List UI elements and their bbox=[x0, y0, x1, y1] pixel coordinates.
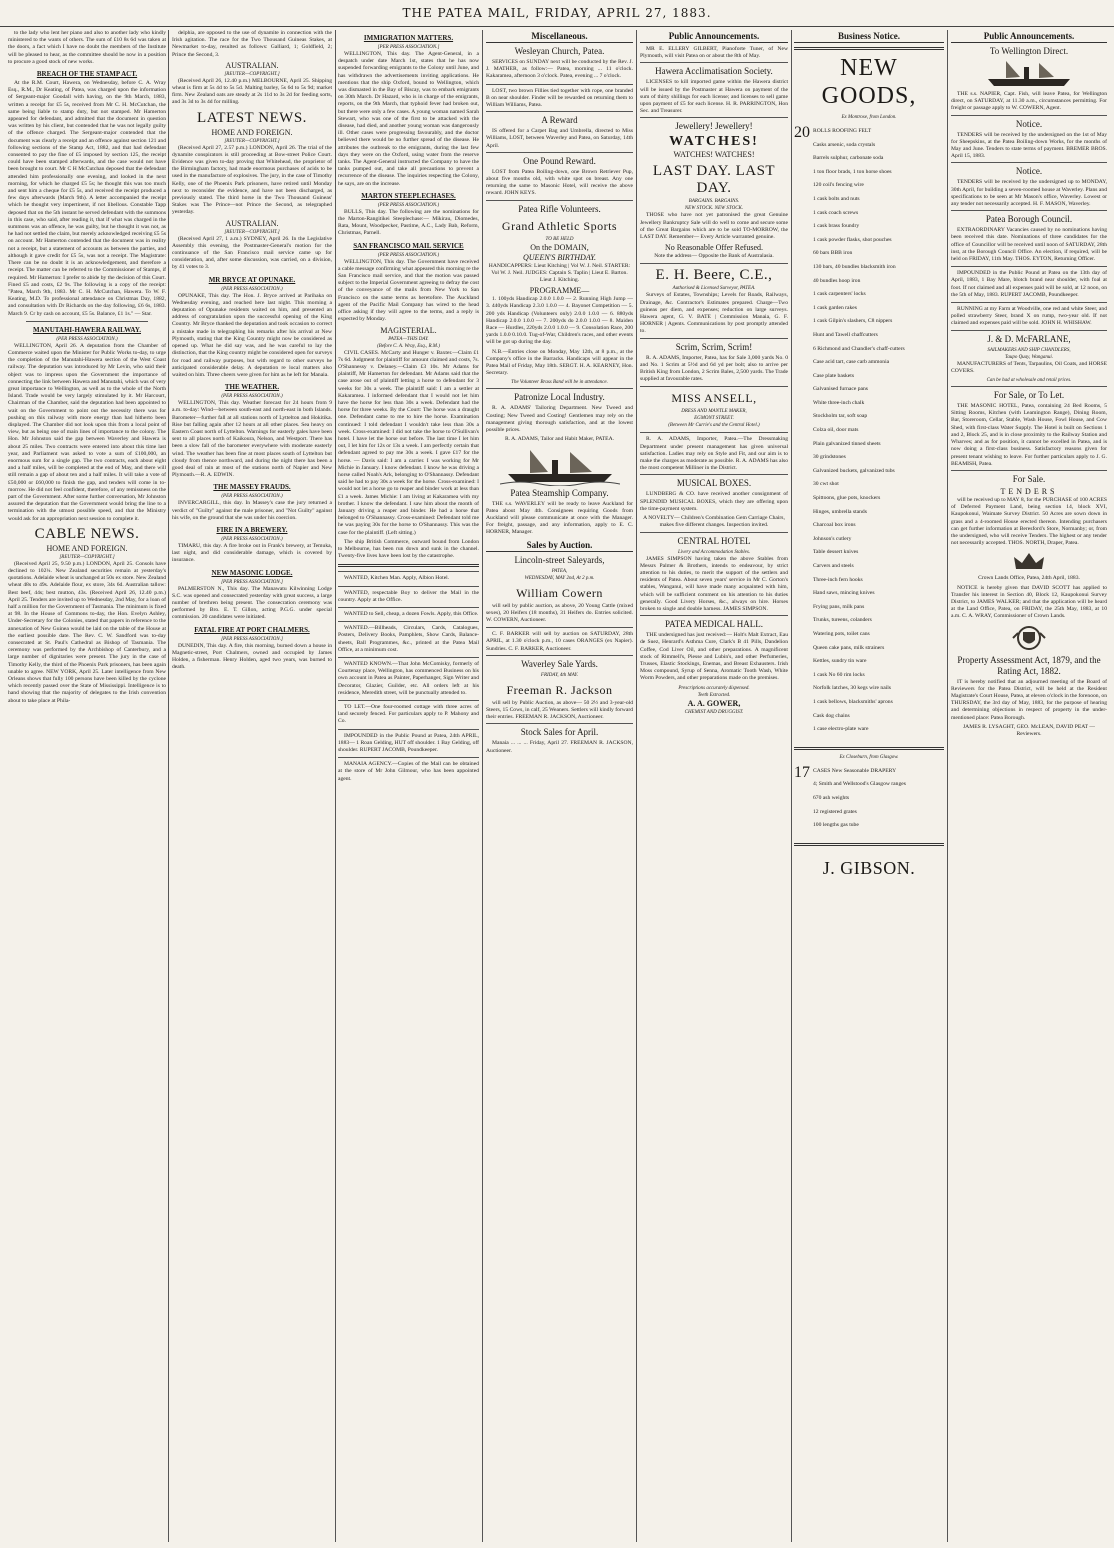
article-text: delphia, are opposed to the use of dynamite in connection with the Irish agitation. The race for the Two Thousand Guineas Stakes, at Newmarket to-day, resulted as follows: Galliard, 1; Goldfield, 2; Prince the Second, 3. bbox=[172, 30, 332, 58]
article-text: INVERCARGILL, this day. In Massey's case the jury returned a verdict of "Guilty" against the male prisoner, and "Not Guilty" against his wife, on the ground that she was under his coercion. bbox=[172, 500, 332, 521]
ad-text: C. F. BARKER will sell by auction on SATURDAY, 28th APRIL, at 1.30 o'clock p.m., 10 cases ORANGES (ex Napier). Sundries. C. F. BARKER, Auctioneer. bbox=[486, 627, 633, 653]
goods-item: Norfolk latches, 30 kegs wire nails bbox=[813, 685, 891, 692]
goods-item: Galvanised furnace pans bbox=[813, 386, 868, 393]
section-subheading: PATEA—THIS DAY. bbox=[388, 336, 429, 342]
ad-text: WEDNESDAY, MAY 2nd, At 2 p.m. bbox=[524, 575, 595, 581]
section-subheading: HOME AND FOREIGN. bbox=[211, 127, 293, 137]
section-heading: MAGISTERIAL. bbox=[380, 325, 437, 335]
divider bbox=[794, 843, 944, 846]
ad-headline: Grand Athletic Sports bbox=[501, 218, 618, 233]
ad-text: THOSE who have not yet patronised the great Genuine Jewellery Bankruptcy Sale will do well to come and secure some of the Great Bargains which are to be sold TO-MORROW, the LAST DAY. Remember— Every Article warranted genuine. bbox=[640, 212, 788, 241]
goods-item: Queen cake pans, milk strainers bbox=[813, 644, 885, 651]
article-text: (Received April 25, 9.50 p.m.) LONDON, April 25. Consols have declined to 102¼. New Zealand securities remain at yesterday's quotations. Adelaide wheat is unchanged at 50s ex store. New Zealand wheat 48s to 49s. Adelaide flour, ex store, 34s 6d. Australian tallow: Best beef, 44s; best mutton, 43s. (Received April 26, 12.40 p.m.) April 25. Tenders are invited up to Wednesday, 2nd May, for a loan of half a million for the Government of Tasmania. The minimum is fixed at 98. In the House of Commons to-day, the Hon. Evelyn Ashley, Under-Secretary for the Colonies, stated that papers in reference to the annexation of New Guinea would be laid on the table of the House at the earliest possible date. The Rev. C. W. Sandford was to-day consecrated at St. Paul's Cathedral as Bishop of Tasmania. The ceremony was performed by the Archbishop of Canterbury, and a large number of dignitaries were present. The jury in the case of Timothy Kelly, the third of the Phoenix Park prisoners, has been again unable to agree. NEW YORK, April 25. Later intelligence from New Orleans shows that fully 100 persons have been killed by the cyclone which recently passed over the State of Mississippi. Intelligence is to hand showing that the majority of delegates to the Irish convention about to take place at Phila- bbox=[8, 560, 166, 704]
ad-title: Scrim, Scrim, Scrim! bbox=[640, 338, 788, 353]
goods-item: 1 cask bolts and nuts bbox=[813, 195, 860, 202]
column-heading: Sales by Auction. bbox=[486, 539, 633, 552]
column-6 bbox=[794, 30, 944, 1542]
court-note: (Before C. A. Wray, Esq., R.M.) bbox=[377, 343, 440, 349]
ad-text: BARGAINS. BARGAINS. bbox=[688, 199, 740, 205]
goods-item: Kettles, sundry tin ware bbox=[813, 658, 867, 665]
ad-title: Notice. bbox=[951, 115, 1107, 130]
ad-title: Patea Rifle Volunteers. bbox=[486, 200, 633, 215]
ad-headline: NEW GOODS, bbox=[821, 55, 917, 109]
goods-item: Table dessert knives bbox=[813, 549, 859, 556]
goods-item: 4; Smith and Wellstood's Glasgow ranges bbox=[813, 781, 906, 788]
article-text: WELLINGTON, April 26. A deputation from the Chamber of Commerce waited upon the Minister for Public Works to-day, to urge the completion of the Manutahi-Hawera section of the West Coast railway. The deputation was introduced by Mr Levin, who said their object was to impress upon the Government the importance of connecting the link between Hawera and Manutahi, which was of very great importance to Wellington, as well as to the whole of the North Island. Trade would be very largely stimulated by it. Mr Harcourt, Chairman of the Chamber, said the deputation had been appointed to wait on the Government to point out the necessity there was for pushing on this railway with more energy than had hitherto been displayed. The Chamber did not look upon this from a local point of view, but as being one of main lines of importance to the colony. The Hon. Mr Johnston said the gap between Waverley and Hawera is about 25 miles. Two contracts were entered into about this time last year, and Parliament was asked to vote a sum of £100,000, an enormous sum for a single gap. The two contracts, each about eight and a half miles, will be completed at the end of May, and there will still remain a gap of about ten and a half miles. It will take a vote of £50,000 or £60,000 to finish the gap, and tenders will come in to-morrow. He did not feel confident, therefore, of any remissness on the part of the Government. After some further conversation, Mr Johnston assured the deputation that the Government would bring the line to a termination with the utmost possible speed, and that the Ministry would ask for an appropriation next session to complete it. bbox=[8, 342, 166, 522]
ad-headline: PROGRAMME— bbox=[529, 286, 590, 296]
ad-text: Ex Closeburn, from Glasgow. bbox=[839, 754, 899, 760]
goods-item: Barrels sulphur, carbonate soda bbox=[813, 155, 884, 162]
masthead: THE PATEA MAIL, FRIDAY, APRIL 27, 1883. bbox=[0, 0, 1114, 27]
ad-title: PATEA MEDICAL HALL. bbox=[640, 615, 788, 630]
column-1 bbox=[8, 30, 166, 1542]
ad-title: Lincoln-street Saleyards, bbox=[514, 554, 605, 565]
goods-item: Trunks, tureens, colanders bbox=[813, 617, 872, 624]
goods-item: 1 cask Gilpin's slashers, C8 nippers bbox=[813, 318, 893, 325]
quantity-number: 20 bbox=[794, 124, 810, 141]
ad-note: The Volunteer Brass Band will be in attendance. bbox=[511, 380, 608, 386]
ad-text: Crown Lands Office, Patea, 24th April, 1883. bbox=[978, 575, 1080, 582]
ad-title: J. & D. McFARLANE, bbox=[951, 330, 1107, 345]
section-subheading: HOME AND FOREIGN. bbox=[46, 543, 128, 553]
goods-item: Plain galvanized tinned sheets bbox=[813, 440, 881, 447]
goods-item: Stockholm tar, soft soap bbox=[813, 413, 868, 420]
goods-item: Watering pots, toilet cans bbox=[813, 630, 870, 637]
ad-text: CHEMIST AND DRUGGIST. bbox=[684, 709, 744, 715]
ad-text: SERVICES on SUNDAY next will be conducted by the Rev. J. J. MATHER, as follow:— Patea, morning ... 11 o'clock. Kakaramea, afternoon 3 o'clock. Patea, evening ... 7 o'clock. bbox=[486, 59, 633, 80]
ad-text: Surveys of Estates, Townships; Levels for Roads, Railways, Drainage, &c. Contractor's Estimates prepared. Charge—Two guineas per diem, and expenses; reduction on large surveys. Hawera agent, G. V. BATE | Commission Manaia, G. F. HORNER | Agents. Communications by post promptly attended to. bbox=[640, 292, 788, 335]
goods-item: White three-inch chalk bbox=[813, 399, 865, 406]
ad-title: For Sale. bbox=[951, 470, 1107, 485]
ad-headline: On the DOMAIN, bbox=[530, 242, 589, 252]
ad-text: RUNNING at my Farm at Woodville, one red and white Steer, and polled strawberry Steer, brand X on rump, two-year old. If not claimed and expenses paid will be sold. JOHN H. WHISHAW. bbox=[951, 302, 1107, 328]
ad-text: N.B.—Entries close on Monday, May 12th, at 8 p.m., at the Company's office in the Barracks. Handicaps will appear in the Patea Mail of Friday, May 18th. SERGT. H. A. KEARNEY, Hon. Secretary. bbox=[486, 348, 633, 377]
closeburn-list-wrapper bbox=[794, 765, 944, 833]
goods-item: 1 ton floor brads, 1 ton horse shoes bbox=[813, 168, 892, 175]
ad-text: EXTRAORDINARY Vacancies caused by no nominations having been received this date. Nominations of three candidates for the office of Councillor will be received until noon of SATURDAY, 28th inst, at the Borough Council Office. An election, if required, will be held on FRIDAY, 11th May. THOS. EYTON, Returning Officer. bbox=[951, 227, 1107, 263]
goods-item: 1 cask coach screws bbox=[813, 209, 859, 216]
ad-headline: A. A. GOWER, bbox=[687, 698, 741, 708]
ad-headline: Freeman R. Jackson bbox=[506, 682, 613, 697]
goods-item: 12 registered grates bbox=[813, 808, 857, 815]
article-text: At the R.M. Court, Hawera, on Wednesday, before C. A. Wray Esq., R.M., Dr Keating, of Patea, was charged upon the information of Sergeant-major Goodall with having, on the 9th March, 1883, written a receipt for £5 5s, received from Mr C. H. McCutchan, the same being liable to stamp duty, but not stamped. Mr Hamerton appeared for defendant, and admitted that the document in question was written by his client, but contended that he was not legally guilty of the offence charged. The Sergeant-major contended that the document was clearly a receipt and an offence against section 121 and following sections of the Stamp Act, 1882, and that had defendant consented to pay the fine of £5 imposed by section 125, the receipt could have been stamped afterwards, and the case would not have been brought to court. Mr C H McCutchan deposed that the defendant attended him professionally one evening, and looked in the next morning, for which he charged £5 5s; he thought this was too much and sent him a cheque for £5 5s, and received the receipt produced a few days afterwards (March 9th). A letter accompanied the receipt which he thought very impertinent, if not libellous. Constable Tapp deposed that on the 5th instant he served defendant with the summons in this case, who said, after reading it, that if what was charged in the summons was an offence, he was guilty, but he thought it was not, as he had not settled the claim, but merely acknowledged receiving £5 5s on account. Mr Hamerton contended that the document was in reality not a receipt, but a statement of accounts as between the parties, and although it gave credit for £5 5s, was not a receipt. The Magistrate: There can be no doubt it is an acknowledgement, and therefore a receipt. The matter can be referred to the Commissioner of Stamps, if required. Mr Hamerton: I prefer to abide by the decision of this Court. Fined £5 and costs, £2 9s. The following is a copy of the receipt: "Patea, March 9th, 1883. Mr C. H. McCutchan, Hawera. To W. F. Keating, M.D. To professional attendance on Christmas Day, 1882, and consultation with Dr Richards on the day following, £6 6s, 1883. March 9. Cr by cash on account, £5 5s. Balance, £1 1s." — Star. bbox=[8, 80, 166, 317]
goods-item: 1 cask garden rakes bbox=[813, 304, 857, 311]
ad-text: HANDICAPPERS: Lieut Kitching | Vol W. J. Neil. STARTER: Vol W. J. Neil. JUDGES: Captain S. Taplin | Lieut E. Barton. Lieut J. Kitching. bbox=[488, 262, 631, 284]
article-heading: FATAL FIRE AT PORT CHALMERS. bbox=[194, 625, 310, 634]
article-text: The ship British Commerce, outward bound from London to Melbourne, has been run down and sunk in the channel. Twenty-five lives have been lost by the catastrophe. bbox=[338, 538, 479, 560]
ad-text: Authorised & Licensed Surveyor, PATEA. bbox=[672, 286, 756, 292]
article-text: to the lady who lent her piano and also to another lady who kindly ministered to the wants of others. The sum of £10 8s 6d was taken at the doors, a fact which I have no doubt the members of the Institute will be pleased to hear, as the committee should be now in a position to procure a good stock of new works. bbox=[8, 30, 166, 65]
goods-item: ROLLS ROOFING FELT bbox=[813, 128, 872, 134]
divider bbox=[794, 47, 944, 50]
ad-text: 1. 100yds Handicap 2.0.0 1.0.0 — 2. Running High Jump — 3. 440yds Handicap 2.3.0 1.0.0 — 4. Bayonet Competition — 5. 200 yds Handicap (Volunteers only) 2.0.0 1.0.0 — 6. 880yds Handicap 2.0.0 1.0.0 — 7. 200yds do 2.0.0 1.0.0 — 8. Maiden Race — Hurdles, 220yds 2.0.0 1.0.0 — 9. Consolation Race, 200 yards 1.0.0 0.10.0. Tug-of-War, Children's races, and other events will be got up during the day. bbox=[486, 296, 633, 346]
article-text: WELLINGTON, This day. The Agent-General, in a despatch under date March 1st, states that he has now suspended forwarding emigrants to the Colony until June, and has withdrawn the advertisements inviting applications. He mentions that the ship Oxford, bound to Wellington, which was dismasted in the Bay of Biscay, was to embark emigrants on 30th March. Dr Hazard, who is in charge of the emigrants, reports, on the 9th March, that typhoid fever had broken out, but there were only a few cases. A young woman named Sarah Stewart, who was one of the first to be attacked with the disease, had died, and another young woman was dangerously ill. Other cases were progressing favourably, and the doctor believed there would be no further spread of the disease. He attributes the outbreak to the emigrants, during the last few days they were on the Oxford, using water from the reserve tanks. The Agent-General instructed the Company to have the tanks pumped out, and take all precautions to prevent a recurrence of the disease. The inquiries respecting the Colony, he says, are on the increase. bbox=[338, 51, 479, 187]
ad-text: MR E. ELLERY GILBERT, Pianoforte Tuner, of New Plymouth, will visit Patea on or about the 8th of May. bbox=[640, 46, 788, 60]
article-text: BULLS, This day. The following are the nominations for the Marton-Rangitikei Steeplechase:— Mikirau, Diomedes, Rata, Mount, Woodpecker, Pastime, A.C., Lady Bab, Reform, Christmas, Parnell. bbox=[338, 208, 479, 237]
article-text: (Received April 27, 1 a.m.) SYDNEY, April 26. In the Legislative Assembly this evening, the Postmaster-General's motion for the continuance of the San Francisco mail service came up for consideration, and, after some discussion, was carried, on a division, by 41 votes to 3. bbox=[172, 235, 332, 271]
column-7 bbox=[951, 30, 1107, 1542]
goods-item: Hunt and Tawell chaffcutters bbox=[813, 331, 878, 338]
classified-ad: IMPOUNDED in the Public Pound at Patea, 24th APRIL, 1883— 1 Roan Gelding, HUT off shoulder. 1 Bay Gelding, off shoulder. RUPERT JACOMB, Poundkeeper. bbox=[338, 729, 479, 755]
column-heading: Public Announcements. bbox=[640, 30, 788, 43]
ad-text: THE undersigned has just received:— Holt's Malt Extract, Eau de Suez, Henrard's Asthma Cure, Clark's B 41 Pills, Dandelion Coffee, Cod Liver Oil, and other preparations. A magnificent stock of Rimmell's, Piesse and Lubin's, and other Perfumeries, Trusses, Elastic Stockings, Enemas, and Breast Exhausters. Irish Moss compound, Syrup of Senna, Aromatic Tooth Wash, White Worm Powders, and other preparations made on the premises. bbox=[640, 632, 788, 682]
article-text: (Received April 27, 2.57 p.m.) LONDON, April 26. The trial of the dynamite conspirators is still proceeding at Bow-street Police Court. Evidence was given to-day proving that Whitehead, the proprietor of the Birmingham factory, had made enormous purchases of acids to be used in the manufacture of explosives. The jury, in the case of Timothy Kelly, one of the Phoenix Park prisoners, have retired until Monday next to reconsider the evidence, and have not been discharged, as previously stated. The third horse in the Two Thousand Guineas' Stakes was The Prince—not Prince the Second, as telegraphed yesterday. bbox=[172, 144, 332, 216]
ad-text: IMPOUNDED in the Public Pound at Patea on the 13th day of April, 1883, 1 Bay Mare, blotch brand near shoulder, with foal at foot. If not claimed and all expenses paid will be sold, at 12 noon, on the 5th of May, 1883. RUPERT JACOMB, Poundkeeper. bbox=[951, 266, 1107, 299]
column-3 bbox=[338, 30, 479, 1542]
ad-title: Hawera Acclimatisation Society. bbox=[640, 62, 788, 77]
article-heading: IMMIGRATION MATTERS. bbox=[363, 34, 454, 42]
ad-title: CENTRAL HOTEL bbox=[640, 532, 788, 547]
column-rule bbox=[947, 30, 948, 1542]
column-heading: Miscellaneous. bbox=[486, 30, 633, 43]
ad-text: A NOVELTY— Children's Combination Gem Carriage Chairs, makes five different changes. Inspection invited. bbox=[643, 515, 785, 529]
ad-text: LICENSES to kill imported game within the Hawera district will be issued by the Postmaster at Hawera on payment of the sum of thirty shillings for each license; and licenses to sell game upon payment of £5 for each license. H. R. PARRINGTON, Hon Sec. and Treasurer. bbox=[640, 79, 788, 115]
goods-item: 670 ash weights bbox=[813, 794, 850, 801]
ad-title: Jewellery! Jewellery! bbox=[640, 117, 788, 132]
goods-item: 1 cask brass foundry bbox=[813, 223, 860, 230]
column-rule bbox=[636, 30, 637, 1542]
ad-text: LOST from Patea Boiling-down, one Brown Retriever Pup, about five months old, with white spot on breast. Any one returning the same to Masonic Hotel, will receive the above reward. JOHN KEYS. bbox=[486, 168, 633, 197]
goods-item: Spittoons, glue pots, knockers bbox=[813, 495, 881, 502]
article-heading: THE WEATHER. bbox=[224, 383, 280, 392]
goods-item: Hinges, umbrella stands bbox=[813, 508, 867, 515]
goods-item: 6 Richmond and Chandler's chaff-cutters bbox=[813, 345, 905, 352]
classified-ad: WANTED KNOWN.—That John McComisky, formerly of Courtenay place, Wellington, has commenced Business on his own account in Patea as Painter, Paperhanger, Sign Writer and Decorator, Glazier, Guilder, etc. All orders left at his residence, Meredith street, will be punctually attended to. bbox=[338, 657, 479, 697]
goods-item: 1 cask powder flasks, shot pouches bbox=[813, 236, 892, 243]
classified-ad: WANTED, respectable Boy to deliver the Mail in the country. Apply at the Office. bbox=[338, 586, 479, 604]
ad-headline: E. H. Beere, C.E., bbox=[640, 263, 788, 284]
ad-headline: WATCHES! bbox=[669, 134, 759, 150]
press-tag: [PER PRESS ASSOCIATION.] bbox=[221, 579, 283, 585]
goods-item: CASES New Seasonable DRAPERY bbox=[813, 767, 897, 774]
quantity-number: 17 bbox=[794, 763, 810, 781]
ad-title: Stock Sales for April. bbox=[486, 723, 633, 738]
ad-text: Teeth Extracted. bbox=[697, 692, 731, 698]
ad-headline: MISS ANSELL, bbox=[640, 386, 788, 407]
ad-text: THE s.s. NAPIER, Capt. Fish, will leave Patea, for Wellington direct, on SATURDAY, at 11.30 a.m., circumstances permitting. For freight or passage apply to W. COWERN, Agent. bbox=[951, 91, 1107, 112]
ad-text: DRESS AND MANTLE MAKER, bbox=[681, 409, 747, 415]
column-4 bbox=[486, 30, 633, 1542]
ad-headline: TENDERS bbox=[1000, 486, 1058, 496]
column-2 bbox=[172, 30, 332, 1542]
ad-title: For Sale, or To Let. bbox=[951, 386, 1107, 401]
goods-list-wrapper bbox=[794, 125, 944, 737]
article-text: DUNEDIN, This day. A fire, this morning, burned down a house in Magnetic-street, Port Chalmers, owned and occupied by James Holden, a fisherman. Henry Holden, aged two years, was burned to death. bbox=[172, 642, 332, 671]
goods-item: Carvers and steels bbox=[813, 563, 854, 569]
column-heading: Business Notice. bbox=[794, 30, 944, 43]
goods-item: 1 case electro-plate ware bbox=[813, 726, 869, 733]
ad-note: Can be had at wholesale and retail prices. bbox=[986, 378, 1072, 384]
ad-text: THE s.s. WAVERLEY will be ready to leave Auckland for Patea about May 4th. Consignees requiring Goods from Auckland will please communicate at once with the Manager. For freight, passage, and any information, apply to E. C. HORNER, Manager. bbox=[486, 500, 633, 536]
article-heading: SAN FRANCISCO MAIL SERVICE bbox=[353, 241, 464, 250]
goods-item: Hand saws, mincing knives bbox=[813, 590, 875, 597]
steamship-icon bbox=[500, 446, 620, 486]
ad-text: JAMES SIMPSON having taken the above Stables from Messrs Palmer & Brothers, intends to endeavour, by strict attention to his duties, to merit the support of the settlers and residents of Patea. About seven years' service in Mr C. Gorton's stables, Wanganui, will have made many acquainted with him, which will be sufficient comment on his attention to his duties generally. Good Livery Horses, &c., always on hire. Horses broken to single and double harness. JAMES SIMPSON. bbox=[640, 555, 788, 612]
goods-item: 1 cask No 60 rim locks bbox=[813, 671, 865, 678]
ad-text: Taupo Quay, Wanganui. bbox=[1005, 354, 1053, 360]
press-tag: (PER PRESS ASSOCIATION.) bbox=[221, 394, 283, 400]
ad-signature: R. A. ADAMS, Tailor and Habit Maker, PATEA. bbox=[504, 436, 615, 443]
press-tag: [PER PRESS ASSOCIATION.] bbox=[221, 636, 283, 642]
goods-item: 60 bars BBB iron bbox=[813, 250, 853, 257]
ad-title: MUSICAL BOXES. bbox=[640, 474, 788, 489]
goods-item: Cask dog chains bbox=[813, 712, 850, 719]
ad-text: TO BE HELD bbox=[545, 236, 574, 242]
press-tag: [REUTER—COPYRIGHT.] bbox=[224, 138, 280, 144]
goods-item: 1 cask carpenters' locks bbox=[813, 291, 866, 298]
column-heading: Public Announcements. bbox=[951, 30, 1107, 43]
ad-title: A Reward bbox=[486, 111, 633, 126]
ad-text: Note the address— Opposite the Bank of Australasia. bbox=[654, 253, 774, 260]
ad-text: FRIDAY, 4th MAY. bbox=[540, 672, 579, 678]
article-text: (Received April 26, 12.40 p.m.) MELBOURNE, April 25. Shipping wheat is firm at 5s 4d to 5s 5d. Malting barley, 5s 6d to 5s 9d; market firm. New Zealand oats are steady at 2s 11d to 3s 2d for feeding sorts, and 3s 3d to 3s 4d for milling. bbox=[172, 77, 332, 106]
column-rule bbox=[482, 30, 483, 1542]
ad-text: R. A. ADAMS, Importer, Patea, has for Sale 3,000 yards No. 0 and No. 1 Scrim at 5½d and 6d yd per bolt; also to arrive per British King from London, 2 Scrim Bales, 2,500 yards. The Trade supplied at favourable rates. bbox=[640, 354, 788, 383]
ad-text: will sell by Public Auction, as above— 50 2½ and 3-year-old Steers, 15 Cows, in calf, 25 Weaners. Settlers will kindly forward their entries. FREEMAN R. JACKSON, Auctioneer. bbox=[486, 699, 633, 721]
coat-of-arms-icon bbox=[1009, 623, 1049, 653]
closeburn-list bbox=[813, 765, 906, 833]
goods-item: 100 lengths gas tube bbox=[813, 822, 859, 829]
steamship-icon bbox=[984, 59, 1074, 89]
goods-item: 130 bars, 40 bundles blacksmith iron bbox=[813, 263, 896, 270]
ad-text: LOST, two brown Fillies tied together with rope, one branded B on near shoulder. Finder will be rewarded on returning them to William Williams, Patea. bbox=[486, 84, 633, 110]
article-text: CIVIL CASES. McCarty and Hunger v. Baxter.—Claim £1 7s 6d. Judgment for plaintiff for amount claimed and costs, 7s. O'Shannessy v. Delaney.—Claim £3 10s. Mr Adams for plaintiff, Mr Hamerton for defendant. Mr Adams said that the case arose out of plaintiff letting a horse to defendant for 3 weeks for 30s a week. The plaintiff said: I am a settler at Kakaramea. I informed defendant that I would not let him have the horse for less than 30s a week. Defendant had the horse for three weeks. By the Court: The horse was a draught one. Defendant came to me to hire the horse. Examination continued: I told defendant I wouldn't take less than 30s a week. Cross-examined: I did not take the horse to O'Sullivan's hotel. I have let the horse out before. The last time I let him out, I let him for 12s or 13s a week. I am perfectly certain that defendant agreed to pay me 30s a week. I gave £17 for the horse. — Davis said: I am a carrier. I was working for Mr Michie in January. I know defendant. I know he was driving a horse called Noah's Ark, belonging to O'Shannassy. Defendant said he had to pay 30s a week for the horse. Cross-examined: I would not let a horse go to reaper and binder work at less than £1 a week. James Michie: I am living at Kakaramea with my brother. I know the defendant. I saw him about the month of January driving a reaper and binder. He had a horse that belonged to O'Shannassy. Cross-examined: Defendant told me he was paying 30s for the horse to O'Shannassy. This was the case for the plaintiff. (Left sitting.) bbox=[338, 349, 479, 536]
ad-text: MANUFACTURERS of Tents, Tarpaulins, Oil Coats, and HORSE COVERS. bbox=[951, 360, 1107, 374]
press-tag: (PER PRESS ASSOCIATION.) bbox=[221, 536, 283, 542]
ad-headline: WATCHES! WATCHES! bbox=[673, 150, 755, 160]
article-heading: AUSTRALIAN. bbox=[225, 60, 279, 70]
ad-text: Livery and Accommodation Stables. bbox=[677, 549, 751, 555]
article-text: WELLINGTON, This day. The Government have received a cable message confirming what appeared this morning re the San Francisco mail service, and that the motion was passed subject to the Imperial Government agreeing to defray the cost of the conveyance of the mails from New York to San Francisco on the same terms as heretofore. The Auckland agent of the Pacific Mail Company has wired to the head office asking if they will agree to the terms, and a reply is expected by Monday. bbox=[338, 258, 479, 323]
article-heading: MARTON STEEPLECHASES. bbox=[361, 191, 456, 200]
ad-text: TENDERS will be received by the undersigned up to MONDAY, 30th April, for building a seven-roomed house at Waverley. Plans and specifications to be seen at Mr Mason's office, Waverley. Lowest or any tender not necessarily accepted. H. F. MASON, Waverley. bbox=[951, 179, 1107, 208]
ad-text: Ex Montrose, from London. bbox=[841, 115, 897, 120]
goods-item: 120 coil's fencing wire bbox=[813, 182, 864, 189]
classified-ad: TO LET.—One four-roomed cottage with three acres of land securely fenced. For particulars apply to P. Mahony and Co. bbox=[338, 700, 479, 726]
goods-list bbox=[813, 125, 905, 737]
goods-item: Charcoal box irons bbox=[813, 522, 856, 529]
ad-title: Patronize Local Industry. bbox=[486, 388, 633, 403]
ad-text: NEW STOCK. NEW STOCK. bbox=[684, 206, 744, 212]
ad-headline: William Cowern bbox=[516, 585, 603, 600]
press-tag: (PER PRESS ASSOCIATION.) bbox=[377, 252, 440, 258]
ad-title: Notice. bbox=[951, 162, 1107, 177]
ad-headline: QUEEN'S BIRTHDAY. bbox=[523, 252, 596, 262]
press-tag: (PER PRESS ASSOCIATION.) bbox=[221, 494, 283, 500]
divider bbox=[794, 747, 944, 750]
ad-text: SAILMAKERS AND SHIP CHANDLERS, bbox=[987, 347, 1071, 353]
column-rule bbox=[335, 30, 336, 1542]
goods-item: Case plate baskets bbox=[813, 372, 855, 379]
press-tag: [REUTER—COPYRIGHT.] bbox=[224, 229, 280, 235]
goods-item: Johnson's cutlery bbox=[813, 535, 852, 542]
ad-title: Waverley Sale Yards. bbox=[486, 655, 633, 670]
ad-title: Patea Steamship Company. bbox=[510, 487, 609, 498]
section-heading: CABLE NEWS. bbox=[34, 525, 140, 542]
article-heading: MR BRYCE AT OPUNAKE. bbox=[208, 275, 296, 284]
article-heading: BREACH OF THE STAMP ACT. bbox=[36, 70, 138, 79]
goods-item: Colza oil, door mats bbox=[813, 427, 859, 434]
goods-item: Case acid tart, case carb ammonia bbox=[813, 359, 890, 366]
classified-ad: MANAIA AGENCY.—Copies of the Mail can be obtained at the store of Mr John Gilmour, who has been appointed agent. bbox=[338, 757, 479, 783]
article-text: PALMERSTON N., This day. The Manawatu Kilwinning Lodge S.C. was opened and consecrated yesterday with great success, a large number of brethren being present. The consecration ceremony was performed by Bro. E. T. Gillon, acting P.G.G. under special commission. 20 candidates were initiated. bbox=[172, 585, 332, 621]
classified-ad: WANTED to Sell, cheap, a dozen Fowls. Apply, this Office. bbox=[338, 607, 479, 618]
column-5 bbox=[640, 30, 788, 1542]
ad-text: Prescriptions accurately dispensed. bbox=[678, 685, 750, 691]
ad-text: will sell by public auction, as above, 20 Young Cattle (mixed sexes), 20 Heifers (18 months), 31 Heifers do. Entries solicited. W. COWERN, Auctioneer. bbox=[486, 602, 633, 623]
goods-item: 1 cask bellows, blacksmiths' aprons bbox=[813, 698, 893, 705]
divider bbox=[26, 321, 148, 322]
merchant-name: J. GIBSON. bbox=[822, 857, 916, 878]
ad-headline: LAST DAY. LAST DAY. bbox=[652, 163, 776, 197]
ad-signature: JAMES R. LYSAGHT, GEO. McLEAN, DAVID PEAT — Reviewers. bbox=[963, 723, 1095, 737]
ad-text: PATEA, bbox=[551, 568, 568, 574]
goods-item: Casks arsenic, soda crystals bbox=[813, 141, 876, 148]
classified-ad: WANTED, Kitchen Man. Apply, Albion Hotel. bbox=[338, 571, 479, 582]
press-tag: [REUTER—COPYRIGHT.] bbox=[59, 554, 115, 560]
column-rule bbox=[168, 30, 169, 1542]
press-tag: [REUTER—COPYRIGHT.] bbox=[224, 71, 280, 77]
goods-item: 30 grindstones bbox=[813, 454, 846, 461]
goods-item: Frying pans, milk pans bbox=[813, 603, 865, 610]
goods-item: 30 cwt shot bbox=[813, 481, 839, 488]
ad-text: EGMONT STREET. bbox=[694, 416, 734, 422]
section-heading: LATEST NEWS. bbox=[197, 109, 307, 126]
ad-text: IS offered for a Carpet Bag and Umbrella, directed to Miss Williams, LOST, between Waverley and Patea, on Saturday, 14th April. bbox=[486, 128, 633, 149]
ad-headline: No Reasonable Offer Refused. bbox=[664, 243, 764, 253]
article-text: OPUNAKE, This day. The Hon. J. Bryce arrived at Parihaka on Wednesday evening, and reached here last night. This morning a deputation of Opunake residents waited on him, and presented an address of congratulation upon the successful opening of the King Country. Mr Bryce thanked the deputation and took occasion to correct a mistake made in telegraphing his remarks after his arrival at New Plymouth, stating that the King Country might now be considered as opened up. What he did say was, and he was careful to lay the distinction, that the King country might be considered open for surveys for road and railway purposes, but with regard to other surveys he anticipated considerable delay. A deputation re local matters also waited on him. Three cheers were given for him as he left for Manaia. bbox=[172, 292, 332, 378]
press-tag: (PER PRESS ASSOCIATION.) bbox=[56, 336, 118, 342]
ad-title: Patea Borough Council. bbox=[951, 210, 1107, 225]
press-tag: (PER PRESS ASSOCIATION.) bbox=[377, 202, 440, 208]
ad-text: (Between Mr Currie's and the Central Hotel.) bbox=[668, 423, 760, 429]
press-tag: (PER PRESS ASSOCIATION.) bbox=[221, 286, 283, 292]
ad-text: Manaia ... ... ... Friday, April 27. FREEMAN R. JACKSON, Auctioneer. bbox=[486, 740, 633, 754]
goods-item: Three-inch fern hooks bbox=[813, 576, 863, 583]
ad-text: IT is hereby notified that an adjourned meeting of the Board of Reviewers for the Patea District, will be held at the Resident Magistrate's Court House, Patea, at eleven o'clock in the forenoon, on THURSDAY, the 3rd day of May, 1883, for the purpose of hearing and determining objections in respect of property in the under-mentioned place: Patea Borough. bbox=[951, 678, 1107, 721]
goods-item: 40 bundles hoop iron bbox=[813, 277, 861, 284]
ad-text: LUNDBERG & CO. have received another consignment of SPLENDID MUSICAL BOXES, which they are offering upon the time-payment system. bbox=[640, 491, 788, 512]
ad-text: R. A. ADAMS' Tailoring Department. New Tweed and Costing; New Tweed and Costing! Gentlemen may rely on the management giving thorough satisfaction, and at the lowest possible prices. bbox=[486, 405, 633, 434]
article-text: TIMARU, this day. A fire broke out in Frank's brewery, at Temuka, last night, and did considerable damage, which is covered by insurance. bbox=[172, 542, 332, 564]
article-heading: FIRE IN A BREWERY. bbox=[216, 525, 288, 534]
column-rule bbox=[791, 30, 792, 1542]
ad-title: To Wellington Direct. bbox=[989, 46, 1069, 56]
ad-title: Wesleyan Church, Patea. bbox=[514, 46, 605, 56]
divider bbox=[338, 564, 479, 567]
article-text: WELLINGTON, This day. Weather forecast for 24 hours from 9 a.m. to-day: Wind—between south-east and north-east in both Islands. Barometer—further fall at all stations north of Lyttelton and Hokitika. Rise but falling again after 12 hours at all other places. Sea heavy on Eastern Coast north of Lyttelton. Warnings for easterly gales have been sent to all places north of Kaikoura, Nelson, and Westport. There has been a slow fall of the barometer everywhere with moderate easterly wind. The weather has been fine at most places south of Lyttelton but cloudy from thence northward, and during the night there has been a good deal of rain at most of the stations north of Napier and New Plymouth.—R. A. EDWIN. bbox=[172, 400, 332, 479]
ad-text: will be received up to MAY 8, for the PURCHASE of 100 ACRES of Deferred Payment Land, being section 14, block XVI, Kaupokonui, Waimate Survey District. 50 Acres are sown down in grass and a 4-roomed House erected thereon. Intending purchasers can get further information at Beresford's Store, Normanby; or, from the undersigned, who will receive Tenders. The highest or any tender not necessarily accepted. THOS. NORTH, Draper, Patea. bbox=[951, 496, 1107, 547]
press-tag: [PER PRESS ASSOCIATION.] bbox=[377, 45, 440, 50]
ad-title: Property Assessment Act, 1879, and the Rating Act, 1882. bbox=[957, 654, 1101, 676]
ad-text: THE MASONIC HOTEL, Patea, containing 24 Bed Rooms, 5 Sitting Rooms, Kitchen (with Leamington Range), Dining Room, Bar, Storeroom, Cellar, Stable, Wash House, Fowl House, and Cow Shed, with first-class Water Supply. The Hotel is built on Sections 1 and 2, Block 25, and is in close proximity to the Railway Station and Wharves; and as for position, it cannot be excelled in Patea, and is now doing a first-class business. Satisfactory reasons given for present tenant wishing to leave. For further particulars apply to J. G. BEAMISH, Patea. bbox=[951, 403, 1107, 467]
article-heading: THE MASSEY FRAUDS. bbox=[213, 483, 291, 492]
ad-text: R. A. ADAMS, Importer, Patea.—The Dressmaking Department under present management has given universal satisfaction. Ladies may rely on Style and Fit, and our aim is to make the charges as moderate as possible. R. A. ADAMS has also the most competent Milliner in the District. bbox=[640, 432, 788, 472]
ad-text: TENDERS will be received by the undersigned on the 1st of May for Sheepskins, at the Patea Boiling-down Works, for the months of May and June. Tenders to state terms of payment. BREMER BROS. April 15, 1883. bbox=[951, 131, 1107, 160]
article-heading: AUSTRALIAN. bbox=[225, 218, 279, 228]
classified-ad: WANTED.—Billheads, Circulars, Cards, Catalogues, Posters, Delivery Books, Pamphlets, Show Cards, Balance-sheets, Ball Programmes, &c., printed at the Patea Mail Office, at a minimum cost. bbox=[338, 621, 479, 654]
ad-title: One Pound Reward. bbox=[486, 152, 633, 167]
ad-text: NOTICE is hereby given that DAVID SCOTT has applied to Transfer his interest in Section 40, Block 12, Kaupokonui Survey District, to JAMES WALKER; and that the application will be heard at the Land Office, Patea, on FRIDAY, the 25th May, 1883, at 10 a.m. C. A. WRAY, Commissioner of Crown Lands. bbox=[951, 584, 1107, 620]
article-heading: NEW MASONIC LODGE. bbox=[211, 568, 293, 577]
goods-item: Galvanized buckets, galvanized tubs bbox=[813, 467, 895, 474]
crown-icon bbox=[1012, 549, 1046, 573]
article-heading: MANUTAHI-HAWERA RAILWAY. bbox=[32, 325, 141, 334]
